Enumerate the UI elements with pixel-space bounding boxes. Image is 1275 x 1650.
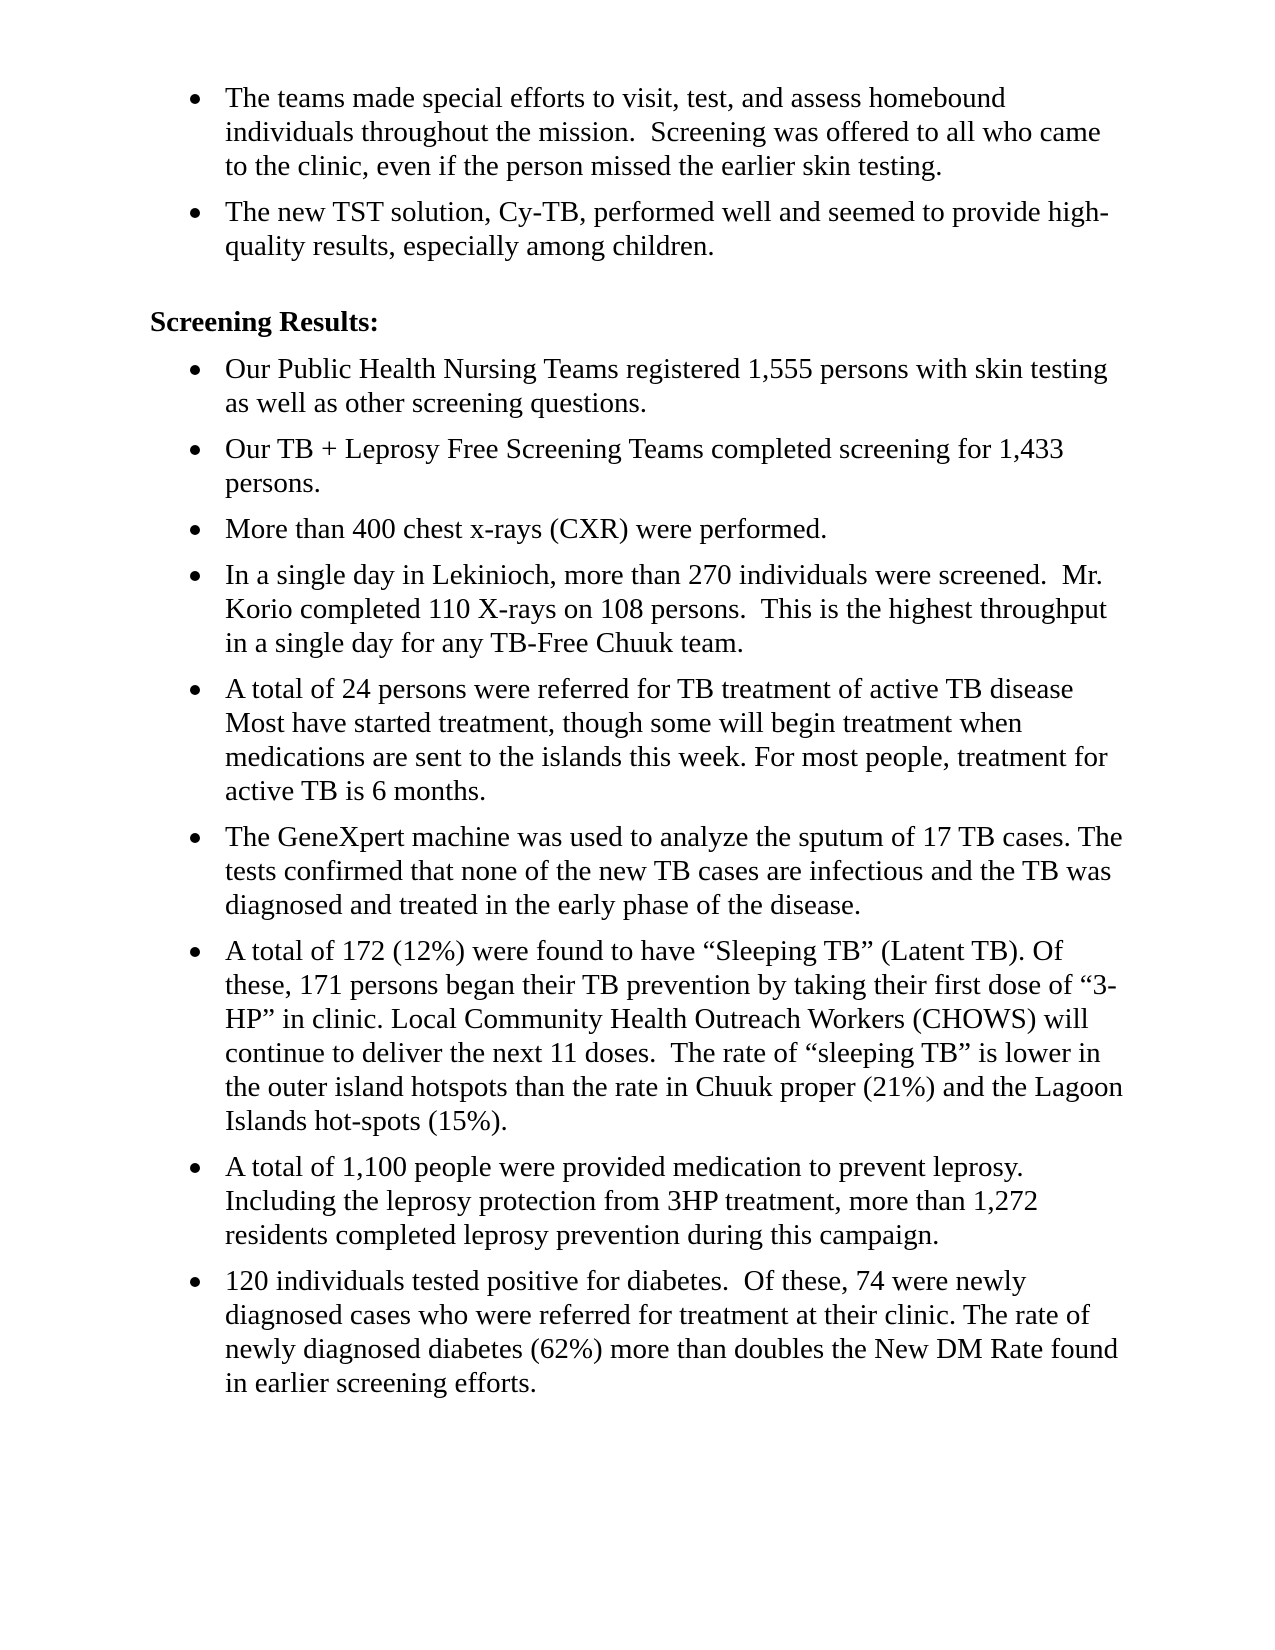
bullet-text: A total of 1,100 people were provided medication to prevent leprosy. Including the leprosy protection from 3HP treatment, more than 1,272 residents completed leprosy prevention during this campaign. — [225, 1151, 1046, 1251]
bullet-item — [150, 820, 1130, 922]
bullet-text: A total of 24 persons were referred for TB treatment of active TB disease Most have started treatment, though some will begin treatment when medications are sent to the islands this week. For most people, treatment for active TB is 6 months. — [225, 673, 1115, 807]
intro-bullet-list — [150, 81, 1125, 263]
bullet-item — [150, 558, 1125, 660]
bullet-text: Our TB + Leprosy Free Screening Teams completed screening for 1,433 persons. — [225, 433, 1071, 499]
bullet-item — [150, 432, 1125, 500]
bullet-item — [150, 672, 1125, 808]
bullet-text: The GeneXpert machine was used to analyze the sputum of 17 TB cases. The tests confirmed that none of the new TB cases are infectious and the TB was diagnosed and treated in the early phase of the disease. — [225, 821, 1130, 921]
bullet-item — [150, 512, 1125, 546]
bullet-item — [150, 195, 1125, 263]
bullet-text: More than 400 chest x-rays (CXR) were performed. — [225, 513, 828, 545]
bullet-item — [150, 1264, 1125, 1400]
bullet-text: 120 individuals tested positive for diabetes. Of these, 74 were newly diagnosed cases who were referred for treatment at their clinic. The rate of newly diagnosed diabetes (62%) more than doubles the New DM Rate found in earlier screening efforts. — [225, 1265, 1126, 1399]
results-bullet-list — [150, 352, 1131, 1400]
bullet-text: Our Public Health Nursing Teams registered 1,555 persons with skin testing as well as other screening questions. — [225, 353, 1115, 419]
section-heading: Screening Results: — [150, 306, 380, 338]
bullet-text: In a single day in Lekinioch, more than 270 individuals were screened. Mr. Korio completed 110 X-rays on 108 persons. This is the highest throughput in a single day for any TB-Free Chuuk team. — [225, 559, 1115, 659]
bullet-text: A total of 172 (12%) were found to have “Sleeping TB” (Latent TB). Of these, 171 persons began their TB prevention by taking their first dose of “3-HP” in clinic. Local Community Health Outreach Workers (CHOWS) will continue to deliver the next 11 doses. The rate of “sleeping TB” is lower in the outer island hotspots than the rate in Chuuk proper (21%) and the Lagoon Islands hot-spots (15%). — [225, 935, 1131, 1137]
bullet-text: The teams made special efforts to visit, test, and assess homebound individuals throughout the mission. Screening was offered to all who came to the clinic, even if the person missed the earlier skin testing. — [225, 82, 1108, 182]
bullet-item — [150, 934, 1131, 1138]
bullet-item — [150, 352, 1125, 420]
bullet-text: The new TST solution, Cy-TB, performed well and seemed to provide high-quality results, especially among children. — [225, 196, 1110, 262]
bullet-item — [150, 1150, 1125, 1252]
bullet-item — [150, 81, 1125, 183]
